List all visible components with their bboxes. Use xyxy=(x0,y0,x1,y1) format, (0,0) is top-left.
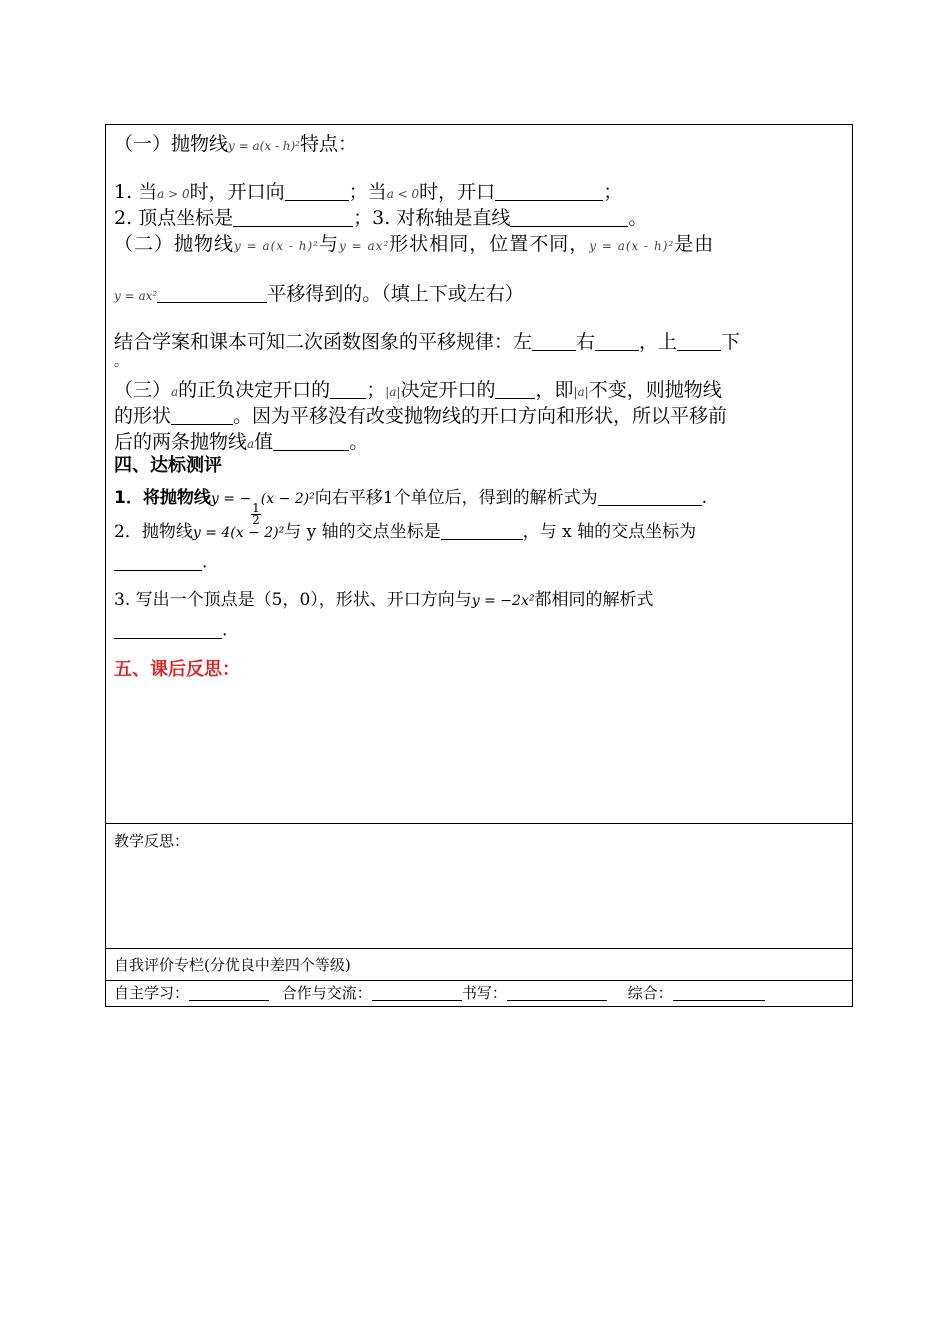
blank-right[interactable] xyxy=(595,329,639,351)
question-2-continued: . xyxy=(114,551,844,573)
grade-blank-cooperation[interactable] xyxy=(372,984,462,1002)
question-3-continued: . xyxy=(114,619,844,641)
teaching-reflection-cell xyxy=(105,824,853,949)
section2-line1: （二）抛物线y = a(x - h)²与y = ax²形状相同，位置不同，y = a(x - h)²是由 xyxy=(114,233,715,255)
teaching-reflection-label: 教学反思： xyxy=(114,832,190,850)
shift-rule-line: 结合学案和课本可知二次函数图象的平移规律：左 右 ，上 下 xyxy=(114,331,741,353)
grade-blank-writing[interactable] xyxy=(507,984,607,1002)
grade-label-overall: 综合： xyxy=(627,984,673,1002)
blank-vertex[interactable] xyxy=(233,205,353,227)
section1-line2: 2. 顶点坐标是 ；3. 对称轴是直线 。 xyxy=(114,207,648,229)
blank-q2-y-intercept[interactable] xyxy=(441,520,523,540)
blank-axis[interactable] xyxy=(510,205,628,227)
blank-left[interactable] xyxy=(532,329,576,351)
shift-rule-period: 。 xyxy=(114,354,128,370)
blank-direction[interactable] xyxy=(330,377,366,399)
question-1: 1．将抛物线y = − $\frac{1}{2}$ (x − 2)²向右平移1个单位后，得到的解析式为 . xyxy=(114,488,707,527)
section3-line3: 后的两条抛物线a值 。 xyxy=(114,431,369,453)
section1-line1: 1. 当a > 0时，开口向 ；当a < 0时，开口 ； xyxy=(114,181,623,203)
grade-label-writing: 书写： xyxy=(461,984,507,1002)
grades-row xyxy=(105,981,853,1007)
grade-blank-overall[interactable] xyxy=(673,984,765,1002)
blank-q1-answer[interactable] xyxy=(598,486,702,506)
self-evaluation-cell xyxy=(105,949,853,981)
blank-shift-direction[interactable] xyxy=(157,281,267,303)
question-3: 3. 写出一个顶点是（5，0），形状、开口方向与y = −2x²都相同的解析式 xyxy=(114,590,654,610)
grade-blank-self-study[interactable] xyxy=(189,984,269,1002)
blank-shape[interactable] xyxy=(171,403,233,425)
section2-line2: y = ax² 平移得到的。（填上下或左右） xyxy=(114,283,524,305)
worksheet-table xyxy=(105,124,853,1007)
grade-label-cooperation: 合作与交流： xyxy=(281,984,372,1002)
blank-open-down[interactable] xyxy=(495,179,603,201)
question-2: 2．抛物线y = 4(x − 2)²与 y 轴的交点坐标是 ，与 x 轴的交点坐标为 xyxy=(114,522,697,542)
grade-label-self-study: 自主学习： xyxy=(114,984,190,1002)
section5-title: 五、课后反思： xyxy=(114,659,240,680)
self-evaluation-label: 自我评价专栏(分优良中差四个等级) xyxy=(114,956,351,974)
blank-a-value[interactable] xyxy=(273,429,349,451)
section1-heading: （一）抛物线y = a(x - h)²特点： xyxy=(114,133,358,155)
blank-q2-x-intercept[interactable] xyxy=(114,551,202,571)
section3-line1: （三）a的正负决定开口的 ；|a|决定开口的 ，即|a|不变，则抛物线 xyxy=(114,379,722,401)
section3-line2: 的形状 。因为平移没有改变抛物线的开口方向和形状，所以平移前 xyxy=(114,405,728,427)
section4-title: 四、达标测评 xyxy=(114,455,222,476)
blank-size[interactable] xyxy=(495,377,535,399)
blank-open-up[interactable] xyxy=(285,179,349,201)
content-cell xyxy=(105,124,853,824)
blank-q3-answer[interactable] xyxy=(114,619,222,639)
fraction-one-half: $\frac{1}{2}$ xyxy=(252,501,260,527)
formula-vertex-form: y = a(x - h)² xyxy=(228,139,300,153)
blank-up[interactable] xyxy=(677,329,721,351)
